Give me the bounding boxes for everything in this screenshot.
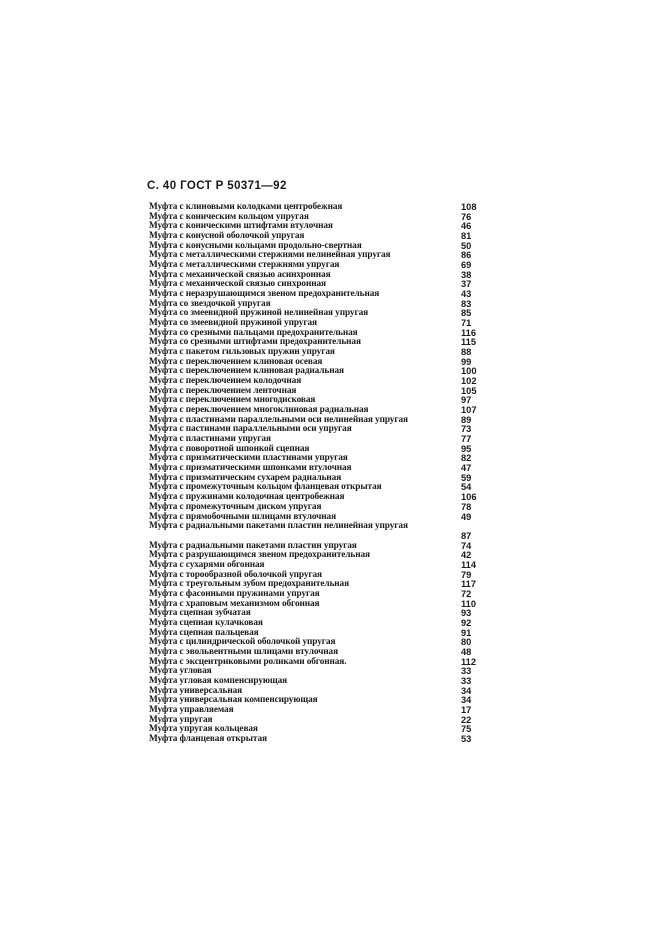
index-entry-page-number: 99 bbox=[461, 356, 472, 367]
index-entry-page-number: 33 bbox=[461, 666, 472, 677]
index-entry-title: Муфта с коническими штифтами втулочная bbox=[149, 221, 333, 232]
index-entry-page-number: 106 bbox=[461, 492, 477, 503]
index-entry-page-number: 48 bbox=[461, 646, 472, 657]
index-entry-page-number: 82 bbox=[461, 453, 472, 464]
index-entry-page-number: 85 bbox=[461, 308, 472, 319]
index-entry-page-number: 114 bbox=[461, 559, 476, 570]
index-entry-title: Муфта с промежуточным кольцом фланцевая открытая bbox=[149, 482, 382, 493]
index-entry-page-number: 33 bbox=[461, 675, 472, 686]
index-entry-page-number: 78 bbox=[461, 501, 472, 512]
index-entry-title: Муфта с пастинами параллельными оси упругая bbox=[149, 424, 352, 435]
index-entry-title: Муфта сцепная зубчатая bbox=[149, 608, 251, 619]
index-entry-page-number: 76 bbox=[461, 211, 472, 222]
index-entry-title: Муфта с переключением клиновая радиальная bbox=[149, 366, 344, 377]
index-entry-page-number: 42 bbox=[461, 550, 472, 561]
index-entry bbox=[149, 735, 501, 745]
index-entry-page-number: 75 bbox=[461, 724, 472, 735]
index-entry-title: Муфта с конусной оболочкой упругая bbox=[149, 231, 305, 242]
index-entry-page-number: 46 bbox=[461, 221, 472, 232]
index-entry-title: Муфта с пружинами колодочная центробежная bbox=[149, 492, 345, 503]
index-entry-page-number: 100 bbox=[461, 366, 477, 377]
index-entry-page-number: 117 bbox=[461, 579, 476, 590]
index-entry-page-number: 110 bbox=[461, 598, 476, 609]
index-entry-page-number: 105 bbox=[461, 385, 477, 396]
index-entry-page-number: 47 bbox=[461, 463, 472, 474]
index-entry-title: Муфта упругая кольцевая bbox=[149, 724, 258, 735]
index-entry-page-number: 112 bbox=[461, 656, 476, 667]
index-entry-page-number: 95 bbox=[461, 443, 472, 454]
page-header: С. 40 ГОСТ Р 50371—92 bbox=[147, 180, 287, 192]
index-entry-page-number: 102 bbox=[461, 376, 477, 387]
index-entry-title: Муфта угловая компенсирующая bbox=[149, 675, 288, 686]
index-entry-title: Муфта упругая bbox=[149, 714, 213, 725]
index-entry-title: Муфта с механической связью синхронная bbox=[149, 279, 326, 290]
index-entry-title: Муфта угловая bbox=[149, 666, 212, 677]
index-entry-title: Муфта с металлическими стержнями нелинейная упругая bbox=[149, 250, 391, 261]
index-entry-title: Муфта с сухарями обгонная bbox=[149, 559, 265, 570]
index-entry-page-number: 22 bbox=[461, 714, 472, 725]
index-list bbox=[149, 203, 501, 745]
index-entry-page-number: 80 bbox=[461, 637, 472, 648]
index-entry-title: Муфта с радиальными пакетами пластин упругая bbox=[149, 540, 357, 551]
index-entry-title: Муфта с пластинами упругая bbox=[149, 434, 271, 445]
index-entry-page-number: 53 bbox=[461, 733, 472, 744]
index-entry bbox=[149, 522, 501, 541]
index-entry-page-number: 74 bbox=[461, 540, 472, 551]
index-entry-page-number: 115 bbox=[461, 337, 476, 348]
index-entry-page-number: 107 bbox=[461, 405, 477, 416]
index-entry-page-number: 34 bbox=[461, 685, 472, 696]
index-entry-title: Муфта с пакетом гильзовых пружин упругая bbox=[149, 347, 335, 358]
index-entry-title: Муфта с конусными кольцами продольно-свертная bbox=[149, 240, 362, 251]
index-entry-title: Муфта с эвольвентными шлицами втулочная bbox=[149, 646, 339, 657]
index-entry-page-number: 54 bbox=[461, 482, 472, 493]
index-entry-title: Муфта с пластинами параллельными оси нелинейная упругая bbox=[149, 414, 408, 425]
index-entry-page-number: 71 bbox=[461, 318, 472, 329]
index-entry-title: Муфта фланцевая открытая bbox=[149, 733, 267, 744]
index-entry-title: Муфта управляемая bbox=[149, 704, 234, 715]
index-entry-title: Муфта со срезными штифтами предохранительная bbox=[149, 337, 361, 348]
index-entry-title: Муфта с призматическим сухарем радиальная bbox=[149, 472, 342, 483]
index-entry-title: Муфта с переключением колодочная bbox=[149, 376, 302, 387]
index-entry-page-number: 34 bbox=[461, 695, 472, 706]
index-entry-title: Муфта с переключением многодисковая bbox=[149, 395, 316, 406]
index-entry-page-number: 73 bbox=[461, 424, 472, 435]
index-entry-title: Муфта с призматическими шпонками втулочная bbox=[149, 463, 352, 474]
index-entry-title: Муфта с металлическими стержнями упругая bbox=[149, 260, 340, 271]
index-entry-page-number: 108 bbox=[461, 202, 477, 212]
index-entry-page-number: 17 bbox=[461, 704, 472, 715]
index-entry-title: Муфта универсальная bbox=[149, 685, 243, 696]
index-entry-page-number: 38 bbox=[461, 269, 472, 280]
index-entry-page-number: 49 bbox=[461, 511, 472, 522]
index-entry-title: Муфта с треугольным зубом предохранительная bbox=[149, 579, 350, 590]
index-entry-page-number: 50 bbox=[461, 240, 472, 251]
index-entry-page-number: 92 bbox=[461, 617, 472, 628]
index-entry-title: Муфта с цилиндрической оболочкой упругая bbox=[149, 637, 336, 648]
index-entry-title: Муфта с переключением клиновая осевая bbox=[149, 356, 323, 367]
index-entry-title: Муфта с промежуточным диском упругая bbox=[149, 501, 322, 512]
index-entry-title: Муфта со срезными пальцами предохранительная bbox=[149, 327, 358, 338]
index-entry-page-number: 87 bbox=[461, 530, 472, 541]
index-entry-title: Муфта со змеевидной пружиной нелинейная упругая bbox=[149, 308, 369, 319]
index-entry-title: Муфта с разрушающимся звеном предохранительная bbox=[149, 550, 370, 561]
index-entry-page-number: 97 bbox=[461, 395, 472, 406]
index-entry-page-number: 59 bbox=[461, 472, 472, 483]
index-entry-page-number: 79 bbox=[461, 569, 472, 580]
index-entry-page-number: 69 bbox=[461, 260, 472, 271]
index-entry-page-number: 81 bbox=[461, 231, 472, 242]
index-entry-title: Муфта с поворотной шпонкой сцепная bbox=[149, 443, 310, 454]
index-entry-page-number: 116 bbox=[461, 327, 476, 338]
index-entry-title: Муфта сцепная кулачковая bbox=[149, 617, 263, 628]
index-entry-title: Муфта универсальная компенсирующая bbox=[149, 695, 318, 706]
index-entry-page-number: 88 bbox=[461, 347, 472, 358]
index-entry-page-number: 89 bbox=[461, 414, 472, 425]
index-entry-page-number: 72 bbox=[461, 588, 472, 599]
index-entry-page-number: 37 bbox=[461, 279, 472, 290]
index-entry-page-number: 91 bbox=[461, 627, 472, 638]
index-entry-title: Муфта с фасонными пружинами упругая bbox=[149, 588, 320, 599]
index-entry-title: Муфта со змеевидной пружиной упругая bbox=[149, 318, 317, 329]
index-entry-title: Муфта с прямобочными шлицами втулочная bbox=[149, 511, 337, 522]
index-entry-title: Муфта с радиальными пакетами пластин нелинейная упругая bbox=[149, 521, 408, 532]
index-entry-page-number: 77 bbox=[461, 434, 472, 445]
index-entry-title: Муфта с клиновыми колодками центробежная bbox=[149, 202, 343, 212]
index-entry-page-number: 93 bbox=[461, 608, 472, 619]
index-entry-title: Муфта сцепная пальцевая bbox=[149, 627, 259, 638]
index-entry-title: Муфта с призматическими пластинами упругая bbox=[149, 453, 348, 464]
index-entry-page-number: 86 bbox=[461, 250, 472, 261]
index-entry-title: Муфта с переключением многоклиновая радиальная bbox=[149, 405, 369, 416]
index-entry-title: Муфта с механической связью асинхронная bbox=[149, 269, 331, 280]
index-entry-title: Муфта с торообразной оболочкой упругая bbox=[149, 569, 322, 580]
index-entry-title: Муфта с эксцентриковыми роликами обгонная. bbox=[149, 656, 347, 667]
index-entry-title: Муфта с переключением ленточная bbox=[149, 385, 297, 396]
index-entry-title: Муфта со звездочкой упругая bbox=[149, 298, 271, 309]
index-entry-page-number: 83 bbox=[461, 298, 472, 309]
index-entry-title: Муфта с коническим кольцом упругая bbox=[149, 211, 309, 222]
index-entry-title: Муфта с храповым механизмом обгонная bbox=[149, 598, 320, 609]
index-entry-page-number: 43 bbox=[461, 289, 472, 300]
index-entry-title: Муфта с неразрушающимся звеном предохранительная bbox=[149, 289, 380, 300]
